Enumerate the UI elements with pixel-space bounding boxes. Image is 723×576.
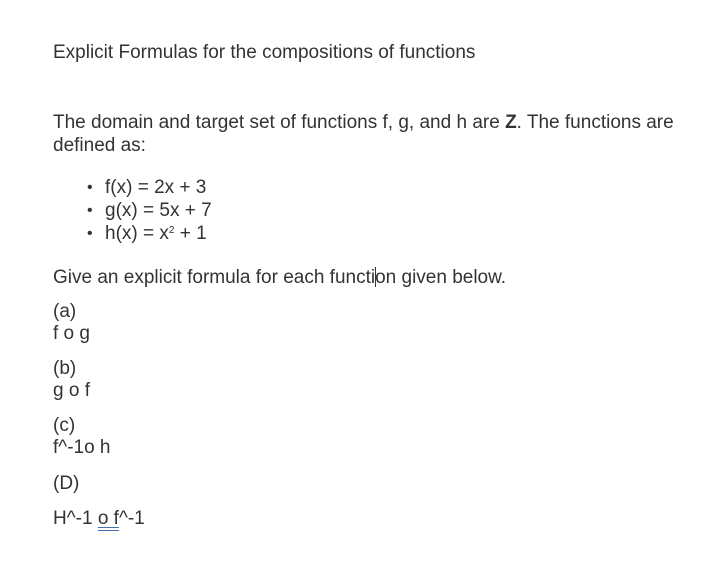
page-title: Explicit Formulas for the compositions of functions xyxy=(53,42,476,63)
intro-paragraph xyxy=(53,111,718,157)
part-b-label: (b) xyxy=(53,358,77,379)
part-a-label: (a) xyxy=(53,301,77,322)
function-definitions-list xyxy=(85,176,212,245)
part-c-label: (c) xyxy=(53,415,76,436)
instruction-text[interactable] xyxy=(53,266,506,289)
intro-suffix: . The functions are defined as: xyxy=(53,112,674,156)
definition-f xyxy=(85,176,212,199)
definition-h-exponent: 2 xyxy=(168,225,175,236)
part-d xyxy=(53,473,79,495)
part-a xyxy=(53,301,90,345)
part-a-expression: f o g xyxy=(53,323,90,344)
bullet-icon: • xyxy=(87,202,93,219)
part-c xyxy=(53,415,111,459)
definition-h-pre: h(x) = x xyxy=(105,223,169,244)
bullet-icon: • xyxy=(87,179,93,196)
intro-prefix: The domain and target set of functions f, g, and h are xyxy=(53,112,506,133)
part-d-label: (D) xyxy=(53,473,80,494)
instruction-before-caret: Give an explicit formula for each functi xyxy=(53,267,376,288)
part-b-expression: g o f xyxy=(53,380,90,401)
definition-h-post: + 1 xyxy=(174,223,207,244)
definition-g xyxy=(85,199,212,222)
part-d-expression xyxy=(53,508,145,530)
definition-g-text: g(x) = 5x + 7 xyxy=(105,200,212,221)
definition-h xyxy=(85,222,212,245)
spellcheck-underline[interactable]: o f xyxy=(97,508,119,529)
part-b xyxy=(53,358,90,402)
instruction-after-caret: on given below. xyxy=(375,267,507,288)
part-d-expr-before: H^-1 xyxy=(53,508,98,529)
intro-set-symbol: Z xyxy=(505,112,517,133)
bullet-icon: • xyxy=(87,225,93,242)
definition-f-text: f(x) = 2x + 3 xyxy=(105,177,207,198)
part-d-expr-after: ^-1 xyxy=(118,508,145,529)
part-c-expression: f^-1o h xyxy=(53,437,111,458)
